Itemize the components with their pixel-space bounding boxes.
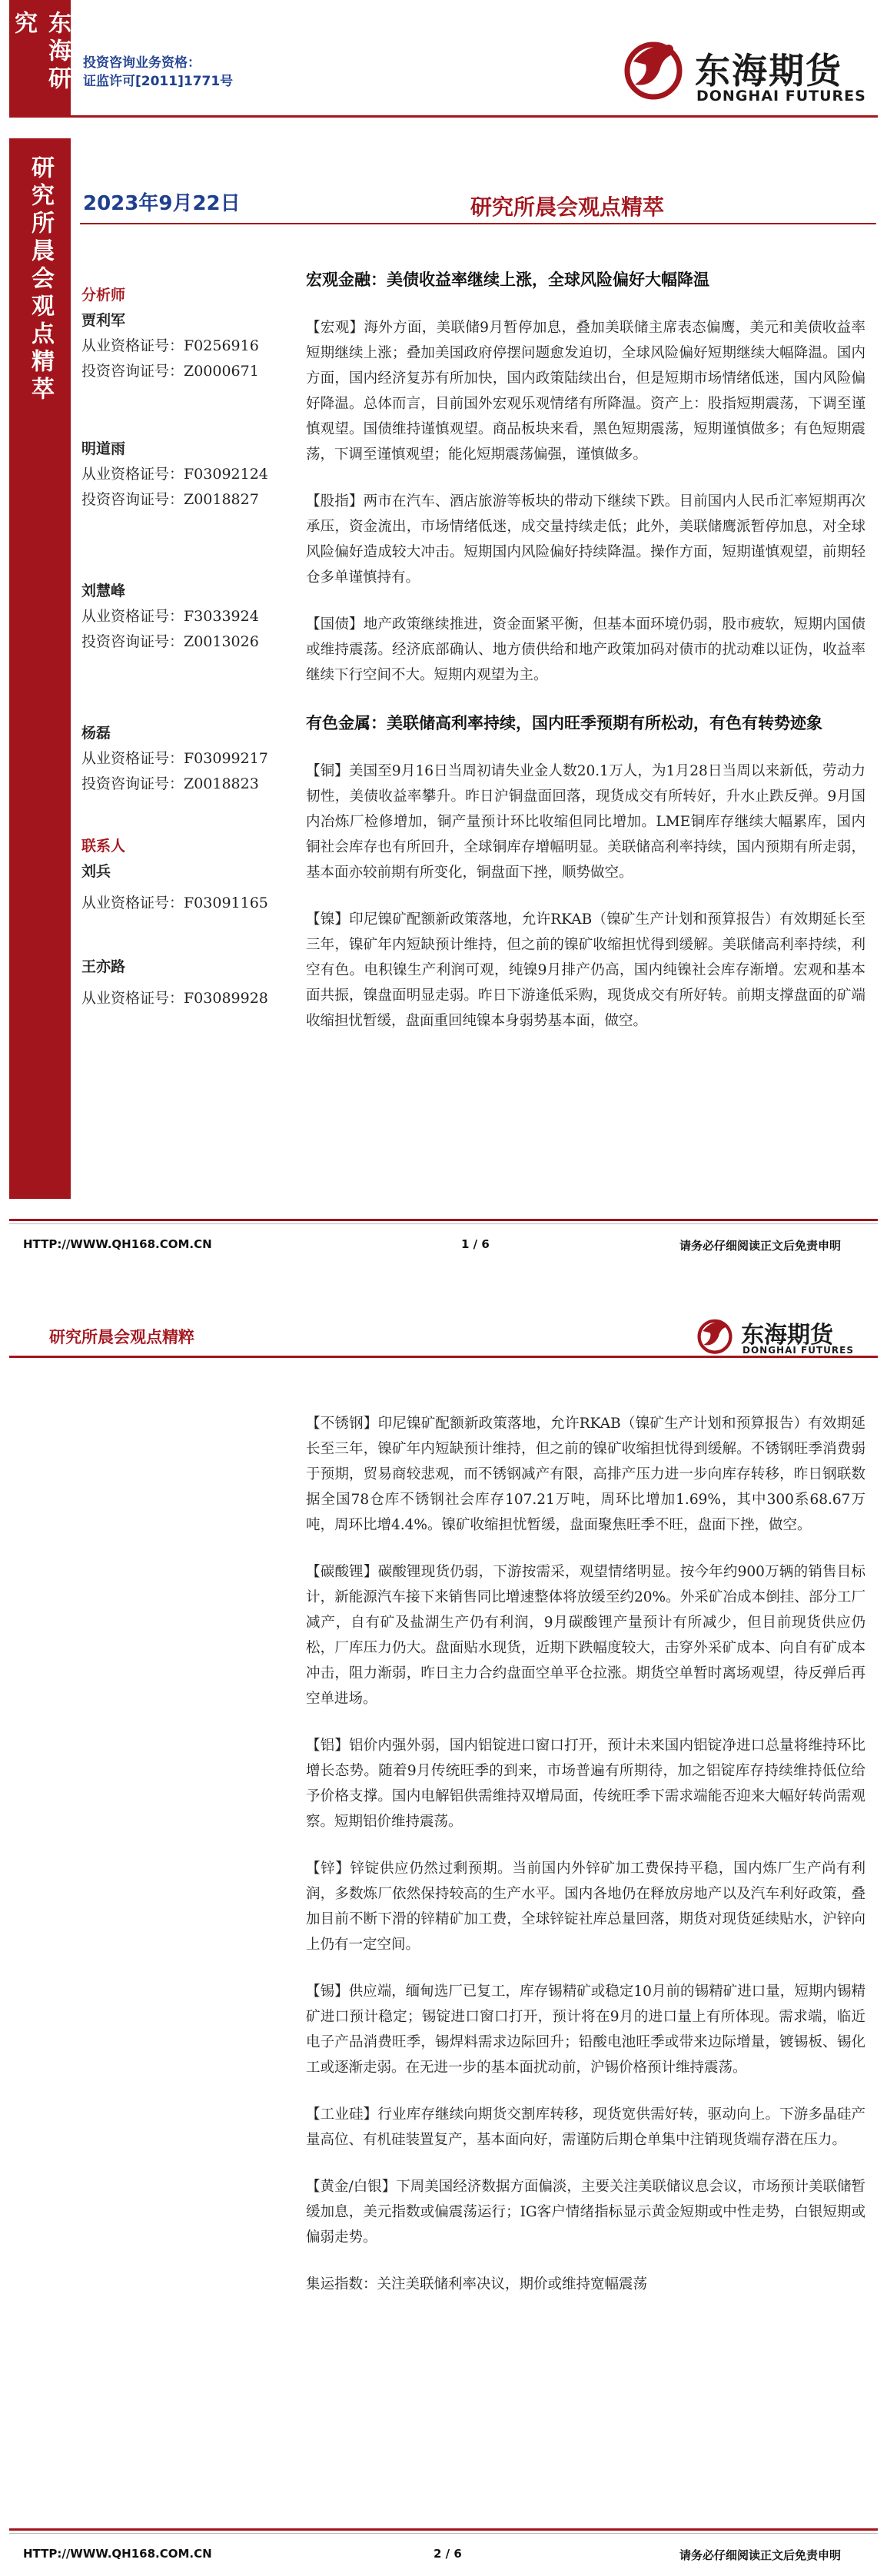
page2-footer-rule-thick: [9, 2528, 878, 2531]
dragon-logo-icon: [615, 31, 692, 108]
main-content: [306, 266, 865, 1034]
page2-logo-cn: 东海期货: [741, 1322, 833, 1349]
logo-en: DONGHAI FUTURES: [696, 88, 866, 105]
qualification-line2: 证监许可[2011]1771号: [83, 74, 234, 89]
section-heading-metals: 有色金属：美联储高利率持续，国内旺季预期有所松动，有色有转势迹象: [306, 714, 822, 732]
shipping-paragraph: 集运指数：关注美联储利率决议，期价或维持宽幅震荡: [306, 2276, 648, 2292]
company-logo: [615, 31, 876, 115]
logo-cn: 东海期货: [695, 50, 842, 91]
macro-paragraph: 【宏观】海外方面，美联储9月暂停加息，叠加美联储主席表态偏鹰，美元和美债收益率短期继续上涨；叠加美国政府停摆问题愈发迫切，全球风险偏好短期继续大幅降温。国内方面，国内经济复苏有所加快，国内政策陆续出台，但是短期市场情绪低迷，国内风险偏好降温。总体而言，目前国外宏观乐观情绪有所降温。资产上：股指短期震荡，下调至谨慎观望。国债维持谨慎观望。商品板块来看，黑色短期震荡，短期谨慎做多；有色短期震荡，下调至谨慎观望；能化短期震荡偏强，谨慎做多。: [306, 320, 865, 463]
analyst-name: 杨磊: [81, 725, 111, 742]
report-title: 研究所晨会观点精萃: [470, 194, 665, 220]
analyst-license: 投资咨询证号：Z0018827: [81, 491, 259, 508]
nickel-paragraph: 【镍】印尼镍矿配额新政策落地，允许RKAB（镍矿生产计划和预算报告）有效期延长至三年，镍矿年内短缺预计维持，但之前的镍矿收缩担忧得到缓解。美联储高利率持续，利空有色。电积镍生产利润可观，纯镍9月排产仍高，国内纯镍社会库存渐增。宏观和基本面共振，镍盘面明显走弱。昨日下游逢低采购，现货成交有所好转。前期支撑盘面的矿端收缩担忧暂缓，盘面重回纯镍本身弱势基本面，做空。: [306, 911, 865, 1029]
stock-index-paragraph: 【股指】两市在汽车、酒店旅游等板块的带动下继续下跌。目前国内人民币汇率短期再次承压，资金流出，市场情绪低迷，成交量持续走低；此外，美联储鹰派暂停加息，对全球风险偏好造成较大冲击。短期国内风险偏好持续降温。操作方面，短期谨慎观望，前期轻仓多单谨慎持有。: [306, 493, 865, 586]
page2-header-rule: [9, 1356, 878, 1358]
dragon-logo-icon: [692, 1313, 738, 1359]
section-heading-macro: 宏观金融：美债收益率继续上涨，全球风险偏好大幅降温: [306, 271, 709, 289]
analyst-license: 从业资格证号：F03092124: [81, 466, 268, 483]
analyst-license: 投资咨询证号：Z0018823: [81, 775, 259, 792]
qualification-line1: 投资咨询业务资格：: [83, 55, 201, 71]
footer-page-number: 1 / 6: [461, 1237, 490, 1251]
page2-footer-disclaimer: 请务必仔细阅读正文后免责申明: [679, 2548, 842, 2562]
page-separator: [0, 1268, 887, 1314]
page2-header-title: 研究所晨会观点精粹: [49, 1328, 194, 1346]
contact-license: 从业资格证号：F03089928: [81, 990, 268, 1007]
page2-footer-page-number: 2 / 6: [434, 2547, 462, 2561]
analyst-column: [81, 283, 289, 1011]
analyst-license: 投资咨询证号：Z0000671: [81, 363, 259, 380]
bond-paragraph: 【国债】地产政策继续推进，资金面紧平衡，但基本面环境仍弱，股市疲软，短期内国债或维持震荡。经济底部确认、地方债供给和地产政策加码对债市的扰动难以证伪，收益率继续下行空间不大。短期内观望为主。: [306, 616, 865, 683]
qualification: [83, 54, 233, 91]
title-rule: [80, 223, 876, 224]
page2-footer-website[interactable]: HTTP://WWW.QH168.COM.CN: [23, 2547, 212, 2561]
analyst-license: 从业资格证号：F0256916: [81, 337, 259, 354]
footer-disclaimer: 请务必仔细阅读正文后免责申明: [679, 1239, 842, 1253]
analyst-name: 明道雨: [81, 440, 126, 457]
analyst-name: 贾利军: [81, 312, 126, 329]
gold-silver-paragraph: 【黄金/白银】下周美国经济数据方面偏淡，主要关注美联储议息会议，市场预计美联储暂缓加息，美元指数或偏震荡运行；IG客户情绪指标显示黄金短期或中性走势，白银短期或偏弱走势。: [306, 2179, 865, 2246]
analyst-license: 从业资格证号：F3033924: [81, 608, 259, 625]
copper-paragraph: 【铜】美国至9月16日当周初请失业金人数20.1万人，为1月28日当周以来新低，劳动力韧性，美债收益率攀升。昨日沪铜盘面回落，现货成交有所转好，升水止跌反弹。9月国内冶炼厂检修增加，铜产量预计环比收缩但同比增加。LME铜库存继续大幅累库，国内铜社会库存也有所回升，全球铜库存增幅明显。美联储高利率持续，国内预期有所走弱，基本面亦较前期有所变化，铜盘面下挫，顺势做空。: [306, 763, 865, 881]
page2-logo-en: DONGHAI FUTURES: [742, 1345, 854, 1356]
tin-paragraph: 【锡】供应端，缅甸选厂已复工，库存锡精矿或稳定10月前的锡精矿进口量，短期内锡精矿进口预计稳定；锡锭进口窗口打开，预计将在9月的进口量上有所体现。需求端，临近电子产品消费旺季，锡焊料需求边际回升；铅酸电池旺季或带来边际增量，镀锡板、锡化工或逐渐走弱。在无进一步的基本面扰动前，沪锡价格预计维持震荡。: [306, 1983, 865, 2076]
aluminum-paragraph: 【铝】铝价内强外弱，国内铝锭进口窗口打开，预计未来国内铝锭净进口总量将维持环比增长态势。随着9月传统旺季的到来，市场普遍有所期待，加之铝锭库存持续维持低位给予价格支撑。国内电解铝供需维持双增局面，传统旺季下需求端能否迎来大幅好转尚需观察。短期铝价维持震荡。: [306, 1738, 865, 1830]
zinc-paragraph: 【锌】锌锭供应仍然过剩预期。当前国内外锌矿加工费保持平稳，国内炼厂生产尚有利润，多数炼厂依然保持较高的生产水平。国内各地仍在释放房地产以及汽车利好政策，叠加目前不断下滑的锌精矿加工费，全球锌锭社库总量回落，期货对现货延续贴水，沪锌向上仍有一定空间。: [306, 1861, 865, 1953]
contact-heading: 联系人: [81, 838, 126, 855]
analyst-license: 从业资格证号：F03099217: [81, 750, 268, 767]
footer-rule-thick: [9, 1219, 878, 1221]
side-label-top: 东海研究: [9, 0, 71, 115]
page2-content: [306, 1411, 865, 2297]
footer-website[interactable]: HTTP://WWW.QH168.COM.CN: [23, 1237, 212, 1251]
stainless-paragraph: 【不锈钢】印尼镍矿配额新政策落地，允许RKAB（镍矿生产计划和预算报告）有效期延长至三年，镍矿年内短缺预计维持，但之前的镍矿收缩担忧得到缓解。不锈钢旺季消费弱于预期，贸易商较悲观，而不锈钢减产有限，高排产压力进一步向库存转移，昨日钢联数据全国78仓库不锈钢社会库存107.21万吨，周环比增加1.69%，其中300系68.67万吨，周环比增4.4%。镍矿收缩担忧暂缓，盘面聚焦旺季不旺，盘面下挫，做空。: [306, 1416, 865, 1533]
analyst-heading: 分析师: [81, 287, 126, 304]
page2-footer-rule-thin: [9, 2533, 878, 2534]
contact-name: 王亦路: [81, 958, 126, 975]
contact-name: 刘兵: [81, 863, 111, 880]
silicon-paragraph: 【工业硅】行业库存继续向期货交割库转移，现货宽供需好转，驱动向上。下游多晶硅产量高位、有机硅装置复产，基本面向好，需谨防后期仓单集中注销现货端存潜在压力。: [306, 2106, 865, 2148]
header-rule: [9, 115, 878, 118]
footer-rule-thin: [9, 1223, 878, 1224]
lithium-paragraph: 【碳酸锂】碳酸锂现货仍弱，下游按需采，观望情绪明显。按今年约900万辆的销售目标计，新能源汽车接下来销售同比增速整体将放缓至约20%。外采矿冶成本倒挂、部分工厂减产，自有矿及盐湖生产仍有利润，9月碳酸锂产量预计有所减少，但目前现货供应仍松，厂库压力仍大。盘面贴水现货，近期下跌幅度较大，击穿外采矿成本、向自有矿成本冲击，阻力渐弱，昨日主力合约盘面空单平仓拉涨。期货空单暂时离场观望，待反弹后再空单进场。: [306, 1564, 865, 1707]
side-label-main: 研究所晨会观点精萃: [9, 138, 71, 1199]
analyst-license: 投资咨询证号：Z0013026: [81, 633, 259, 650]
report-date: 2023年9月22日: [83, 192, 241, 215]
analyst-name: 刘慧峰: [81, 583, 126, 599]
contact-license: 从业资格证号：F03091165: [81, 895, 268, 911]
